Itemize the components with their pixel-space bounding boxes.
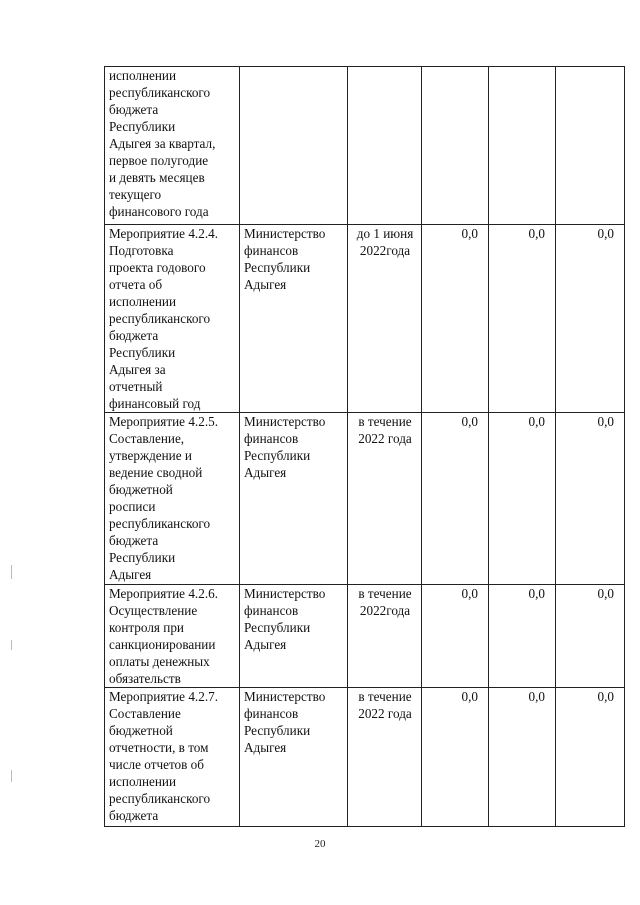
value-cell: 0,0 <box>556 413 625 585</box>
responsible-cell: Министерство финансов Республики Адыгея <box>240 225 348 413</box>
value-cell: 0,0 <box>422 688 489 827</box>
measure-name-cell: Мероприятие 4.2.4. Подготовка проекта годового отчета об исполнении республиканского бюджета Республики Адыгея за отчетный финансовый год <box>105 225 240 413</box>
term-cell: в течение 2022года <box>348 585 422 688</box>
value-cell: 0,0 <box>556 688 625 827</box>
measures-table <box>104 66 625 827</box>
table-row <box>105 413 625 585</box>
value-cell: 0,0 <box>489 413 556 585</box>
scan-margin-mark <box>11 770 12 782</box>
term-cell: в течение 2022 года <box>348 413 422 585</box>
value-cell: 0,0 <box>422 225 489 413</box>
responsible-cell: Министерство финансов Республики Адыгея <box>240 688 348 827</box>
term-cell <box>348 67 422 225</box>
measure-name-cell: Мероприятие 4.2.7. Составление бюджетной отчетности, в том числе отчетов об исполнении республиканского бюджета <box>105 688 240 827</box>
value-cell: 0,0 <box>556 585 625 688</box>
table-row <box>105 225 625 413</box>
scan-margin-mark <box>11 565 12 579</box>
term-cell: в течение 2022 года <box>348 688 422 827</box>
measure-name-cell: Мероприятие 4.2.5. Составление, утверждение и ведение сводной бюджетной росписи республиканского бюджета Республики Адыгея <box>105 413 240 585</box>
value-cell: 0,0 <box>556 225 625 413</box>
responsible-cell: Министерство финансов Республики Адыгея <box>240 585 348 688</box>
value-cell: 0,0 <box>422 585 489 688</box>
measure-name-cell: Мероприятие 4.2.6. Осуществление контроля при санкционировании оплаты денежных обязательств <box>105 585 240 688</box>
value-cell: 0,0 <box>422 413 489 585</box>
table-row <box>105 688 625 827</box>
table-row <box>105 585 625 688</box>
page-number: 20 <box>314 838 326 850</box>
responsible-cell <box>240 67 348 225</box>
value-cell <box>422 67 489 225</box>
value-cell <box>556 67 625 225</box>
value-cell: 0,0 <box>489 225 556 413</box>
table-row <box>105 67 625 225</box>
value-cell <box>489 67 556 225</box>
value-cell: 0,0 <box>489 585 556 688</box>
measure-name-cell: исполнении республиканского бюджета Республики Адыгея за квартал, первое полугодие и девять месяцев текущего финансового года <box>105 67 240 225</box>
responsible-cell: Министерство финансов Республики Адыгея <box>240 413 348 585</box>
scan-margin-mark <box>11 640 12 650</box>
term-cell: до 1 июня 2022года <box>348 225 422 413</box>
value-cell: 0,0 <box>489 688 556 827</box>
